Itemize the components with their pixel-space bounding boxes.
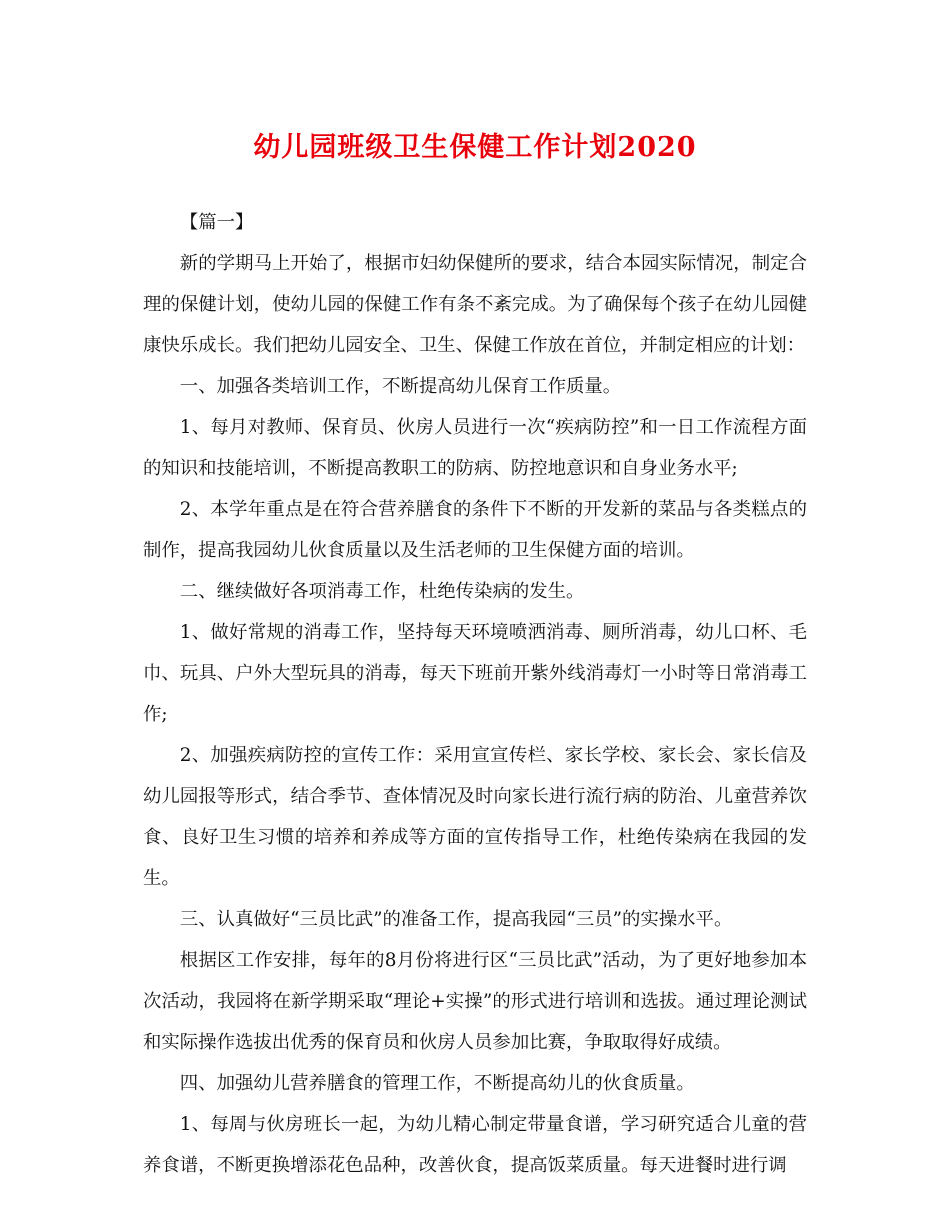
paragraph-2-2: 2、加强疾病防控的宣传工作：采用宣宣传栏、家长学校、家长会、家长信及幼儿园报等形式，结合季节、查体情况及时向家长进行流行病的防治、儿童营养饮食、良好卫生习惯的培养和养成等方面的宣传指导工作，杜绝传染病在我园的发生。 bbox=[143, 745, 807, 889]
paragraph-heading-2: 二、继续做好各项消毒工作，杜绝传染病的发生。 bbox=[179, 581, 585, 602]
paragraph-heading-3: 三、认真做好“三员比武”的准备工作，提高我园“三员”的实操水平。 bbox=[179, 909, 733, 930]
document-title: 幼儿园班级卫生保健工作计划2020 bbox=[253, 132, 697, 163]
paragraph-heading-4: 四、加强幼儿营养膳食的管理工作，不断提高幼儿的伙食质量。 bbox=[179, 1073, 695, 1094]
paragraph-3-1: 根据区工作安排，每年的8月份将进行区“三员比武”活动，为了更好地参加本次活动，我园将在新学期采取“理论+实操”的形式进行培训和选拔。通过理论测试和实际操作选拔出优秀的保育员和伙房人员参加比赛，争取取得好成绩。 bbox=[143, 950, 807, 1053]
paragraph-intro: 新的学期马上开始了，根据市妇幼保健所的要求，结合本园实际情况，制定合理的保健计划，使幼儿园的保健工作有条不紊完成。为了确保每个孩子在幼儿园健康快乐成长。我们把幼儿园安全、卫生、保健工作放在首位，并制定相应的计划： bbox=[143, 253, 807, 356]
paragraph-4-1: 1、每周与伙房班长一起，为幼儿精心制定带量食谱，学习研究适合儿童的营养食谱，不断更换增添花色品种，改善伙食，提高饭菜质量。每天进餐时进行调 bbox=[143, 1114, 807, 1176]
paragraph-2-1: 1、做好常规的消毒工作，坚持每天环境喷洒消毒、厕所消毒，幼儿口杯、毛巾、玩具、户外大型玩具的消毒，每天下班前开紫外线消毒灯一小时等日常消毒工作; bbox=[143, 622, 807, 725]
paragraph-1-2: 2、本学年重点是在符合营养膳食的条件下不断的开发新的菜品与各类糕点的制作，提高我园幼儿伙食质量以及生活老师的卫生保健方面的培训。 bbox=[143, 499, 807, 561]
paragraph-section-label: 【篇一】 bbox=[179, 212, 254, 233]
paragraph-1-1: 1、每月对教师、保育员、伙房人员进行一次“疾病防控”和一日工作流程方面的知识和技能培训，不断提高教职工的防病、防控地意识和自身业务水平; bbox=[143, 417, 807, 479]
paragraph-heading-1: 一、加强各类培训工作，不断提高幼儿保育工作质量。 bbox=[179, 376, 622, 397]
document-body bbox=[143, 202, 807, 1186]
